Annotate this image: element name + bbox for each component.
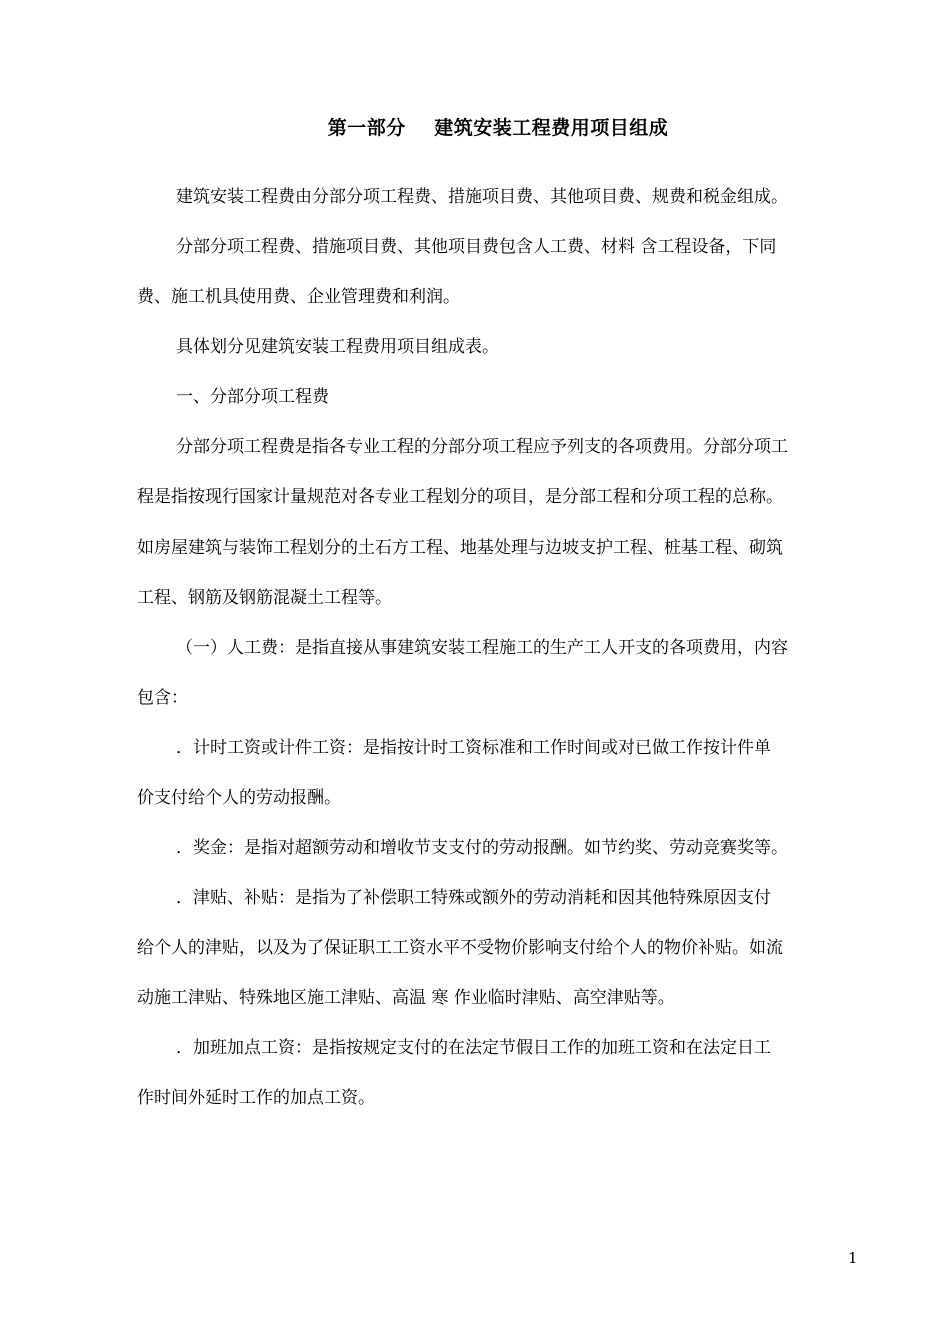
subsection-line: （一）人工费：是指直接从事建筑安装工程施工的生产工人开支的各项费用，内容 [176,638,788,658]
paragraph-line: 动施工津贴、特殊地区施工津贴、高温 寒 作业临时津贴、高空津贴等。 [137,988,675,1008]
paragraph-line: 分部分项工程费是指各专业工程的分部分项工程应予列支的各项费用。分部分项工 [176,437,788,457]
list-item-line: ．奖金：是指对超额劳动和增收节支支付的劳动报酬。如节约奖、劳动竞赛奖等。 [176,838,788,858]
paragraph-line: 价支付给个人的劳动报酬。 [137,788,341,808]
paragraph-line: 建筑安装工程费由分部分项工程费、措施项目费、其他项目费、规费和税金组成。 [176,187,788,207]
paragraph-line: 程是指按现行国家计量规范对各专业工程划分的项目，是分部工程和分项工程的总称。 [137,487,783,507]
list-item-line: ．计时工资或计件工资：是指按计时工资标准和工作时间或对已做工作按计件单 [176,738,771,758]
paragraph-line: 给个人的津贴，以及为了保证职工工资水平不受物价影响支付给个人的物价补贴。如流 [137,938,783,958]
paragraph-line: 包含： [137,688,188,708]
list-item-line: ．加班加点工资：是指按规定支付的在法定节假日工作的加班工资和在法定日工 [176,1038,771,1058]
paragraph-line: 分部分项工程费、措施项目费、其他项目费包含人工费、材料 含工程设备，下同 [176,237,777,257]
paragraph-line: 如房屋建筑与装饰工程划分的土石方工程、地基处理与边坡支护工程、桩基工程、砌筑 [137,538,783,558]
paragraph-line: 具体划分见建筑安装工程费用项目组成表。 [176,337,499,357]
page-number: 1 [848,1249,858,1267]
page-title: 第一部分 建筑安装工程费用项目组成 [327,117,669,139]
paragraph-line: 作时间外延时工作的加点工资。 [137,1088,375,1108]
paragraph-line: 费、施工机具使用费、企业管理费和利润。 [137,287,460,307]
list-item-line: ．津贴、补贴：是指为了补偿职工特殊或额外的劳动消耗和因其他特殊原因支付 [176,888,771,908]
paragraph-line: 工程、钢筋及钢筋混凝土工程等。 [137,588,392,608]
section-heading: 一、分部分项工程费 [176,387,329,407]
